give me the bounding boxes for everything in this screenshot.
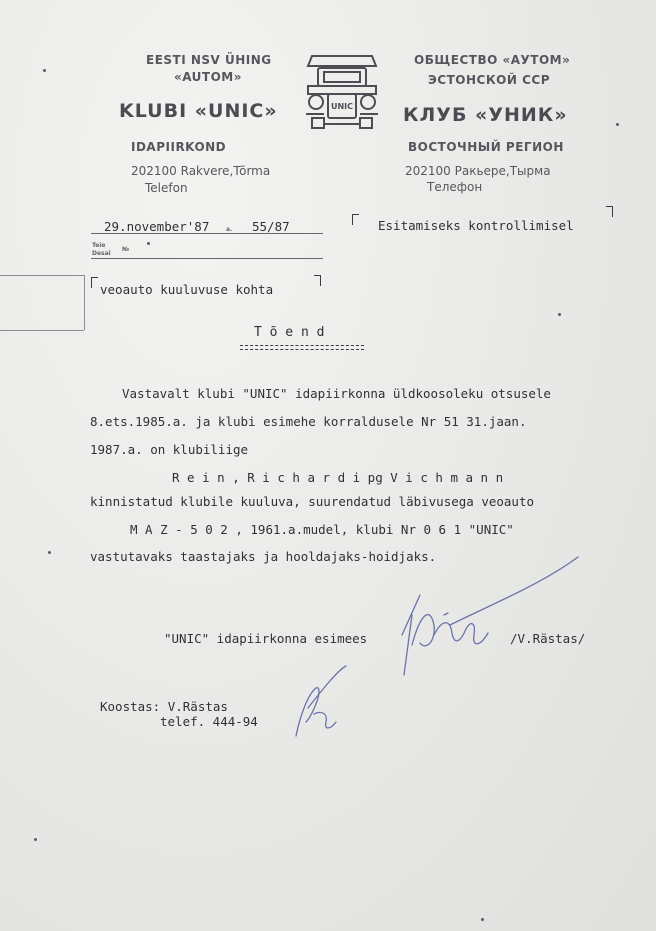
reply-label-1: Teie [92, 242, 106, 249]
title-double-underline [240, 345, 364, 350]
document-number: 55/87 [252, 219, 290, 234]
addressee-bracket-left [352, 214, 359, 225]
document-title: T õ e n d [254, 325, 325, 340]
address-et: 202100 Rakvere,Tõrma [131, 164, 271, 178]
paper-dot [481, 918, 484, 921]
paper-dot [558, 313, 561, 316]
addressee-bracket-right [606, 206, 613, 217]
address-ru: 202100 Ракьере,Тырма [405, 164, 551, 178]
region-et: IDAPIIRKOND [131, 140, 227, 154]
subject-bracket-left [91, 277, 98, 288]
date-suffix: a. [226, 226, 233, 233]
chairman-signature-icon [390, 555, 590, 695]
document-date: 29.november'87 [104, 219, 210, 234]
compiler-phone: telef. 444-94 [160, 714, 258, 729]
paper-dot [616, 123, 619, 126]
body-paragraph1-line3: 1987.a. on klubiliige [90, 442, 249, 457]
fold-mark-top [0, 275, 84, 276]
body-paragraph2-line2: M A Z - 5 0 2 , 1961.a.mudel, klubi Nr 0 6 1 "UNIC" [130, 522, 514, 537]
paper-dot [34, 838, 37, 841]
org-line2-et: «AUTOM» [174, 70, 242, 84]
org-line1-ru: ОБЩЕСТВО «АУТОМ» [414, 53, 571, 67]
club-name-ru: КЛУБ «УНИК» [403, 104, 568, 126]
date-rule [91, 233, 323, 234]
fold-mark-vertical [84, 275, 85, 330]
phone-label-ru: Телефон [427, 180, 483, 194]
body-paragraph1-line2: 8.ets.1985.a. ja klubi esimehe korraldusele Nr 51 31.jaan. [90, 414, 527, 429]
body-paragraph2-line3: vastutavaks taastajaks ja hooldajaks-hoidjaks. [90, 549, 437, 564]
subject-bracket-right [314, 275, 321, 286]
signatory-name: /V.Rästas/ [510, 631, 586, 646]
paper-dot [48, 551, 51, 554]
fold-mark-bottom [0, 330, 84, 331]
vintage-truck-emblem-icon [304, 52, 380, 132]
svg-text:UNIC: UNIC [330, 102, 354, 111]
club-name-et: KLUBI «UNIC» [119, 100, 278, 122]
signatory-role: "UNIC" idapiirkonna esimees [164, 631, 368, 646]
member-name: R e i n , R i c h a r d i pg V i c h m a n n [172, 470, 504, 485]
reply-label-2: Desai [92, 250, 111, 257]
region-ru: ВОСТОЧНЫЙ РЕГИОН [408, 140, 564, 154]
body-paragraph1-line1: Vastavalt klubi "UNIC" idapiirkonna üldkoosoleku otsusele [122, 386, 551, 401]
reply-number-label: № [122, 246, 130, 253]
subject: veoauto kuuluvuse kohta [100, 282, 274, 297]
compiler-initials-icon [286, 660, 356, 740]
org-line2-ru: ЭСТОНСКОЙ ССР [428, 73, 550, 87]
reply-rule [91, 258, 323, 259]
paper-dot [43, 69, 46, 72]
paper-dot [147, 242, 150, 245]
body-paragraph2-line1: kinnistatud klubile kuuluva, suurendatud läbivusega veoauto [90, 494, 535, 509]
org-line1-et: EESTI NSV ÜHING [146, 53, 272, 67]
addressee: Esitamiseks kontrollimisel [378, 218, 574, 233]
phone-label-et: Telefon [145, 181, 188, 195]
compiled-by: Koostas: V.Rästas [100, 699, 228, 714]
